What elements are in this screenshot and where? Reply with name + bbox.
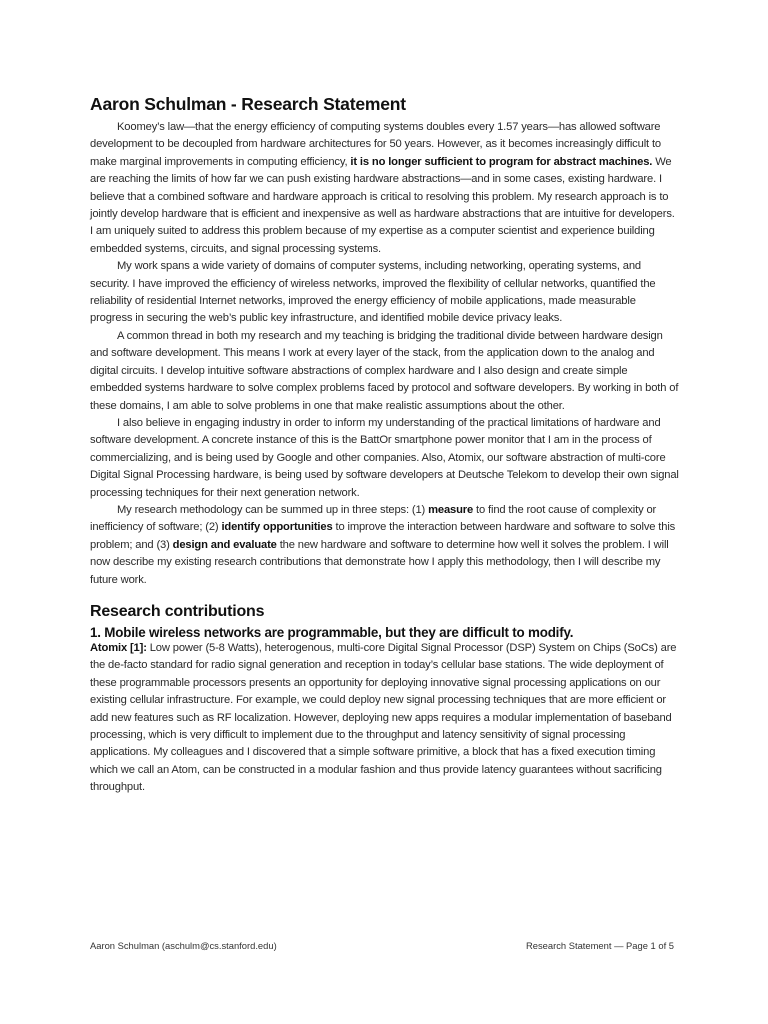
intro-paragraph-3: A common thread in both my research and my teaching is bridging the traditional divide between hardware design and software development. This means I work at every layer of the stack, from the application down to the analog and digital circuits. I develop intuitive software abstractions of complex hardware and I also design and create simple embedded systems hardware to solve complex problems faced by protocol and software developers. By working in both of these domains, I am able to solve problems in one that make realistic assumptions about the other. — [90, 329, 679, 412]
intro-paragraph-4: I also believe in engaging industry in order to inform my understanding of the practical limitations of hardware and software development. A concrete instance of this is the BattOr smartphone power monitor that I am in the process of commercializing, and is being used by Google and other companies. Also, Atomix, our software abstraction of multi-core Digital Signal Processing hardware, is being used by software developers at Deutsche Telekom to develop their own signal processing techniques for their next generation network. — [90, 416, 679, 499]
document-body — [90, 94, 680, 797]
page-title: Aaron Schulman - Research Statement — [90, 94, 406, 114]
methodology-text-1: My research methodology can be summed up in three steps: (1) — [117, 503, 429, 516]
page-footer — [90, 940, 674, 951]
methodology-text-4: the new hardware and software to determine how well it solves the problem. I will now describe my existing research contributions that demonstrate how I apply this methodology, then I will describe my future work. — [90, 538, 669, 586]
intro-paragraph-5 — [90, 502, 680, 589]
intro-paragraph-2: My work spans a wide variety of domains of computer systems, including networking, operating systems, and security. I have improved the efficiency of wireless networks, improved the flexibility of cellular networks, quantified the reliability of residential Internet networks, improved the energy efficiency of mobile applications, made measurable progress in securing the web’s public key infrastructure, and identified mobile device privacy leaks. — [90, 260, 656, 325]
atomix-text: Low power (5-8 Watts), heterogenous, multi-core Digital Signal Processor (DSP) System on Chips (SoCs) are the de-facto standard for radio signal generation and reception in today’s cellular base stations. The wide deployment of these programmable processors presents an opportunity for deploying innovative signal processing applications on our existing cellular infrastructure. For example, we could deploy new signal processing techniques that are more efficient or add new features such as RF localization. However, deploying new apps requires a modular implementation of baseband processing, which is very difficult to implement due to the throughput and latency sensitivity of signal processing applications. My colleagues and I discovered that a simple software primitive, a block that has a fixed execution timing which we call an Atom, can be constructed in a modular fashion and thus provide latency guarantees without sacrificing throughput. — [90, 641, 677, 794]
atomix-paragraph — [90, 640, 680, 797]
methodology-step-measure: measure — [428, 503, 474, 516]
footer-author: Aaron Schulman (aschulm@cs.stanford.edu) — [90, 940, 277, 951]
atomix-label: Atomix [1]: — [90, 641, 147, 654]
intro-paragraph-1 — [90, 119, 680, 258]
section-heading: Research contributions — [90, 602, 265, 620]
intro-p1-text-start: Koomey’s law—that the energy efficiency of computing systems doubles every 1.57 years—has allowed software development to be decoupled from hardware architectures for 50 years. However, as it becomes increasingly difficult to make marginal improvements in computing efficiency, — [90, 121, 661, 168]
methodology-step-identify: identify opportunities — [221, 521, 333, 534]
subsection-heading: 1. Mobile wireless networks are programmable, but they are difficult to modify. — [90, 624, 574, 640]
methodology-step-design: design and evaluate — [172, 538, 277, 551]
methodology-text-3: to improve the interaction between hardware and software to solve this problem; and (3) — [90, 521, 676, 551]
intro-p1-emphasis: it is no longer sufficient to program for abstract machines. — [350, 155, 653, 168]
intro-p1-text-end: We are reaching the limits of how far we can push existing hardware abstractions—and in some cases, existing hardware. I believe that a combined software and hardware approach is critical to resolving this problem. My research approach is to jointly develop hardware that is efficient and inexpensive as well as hardware abstractions that are intuitive for developers. I am uniquely suited to address this problem because of my expertise as a computer scientist and experience building embedded systems, circuits, and signal processing systems. — [90, 155, 675, 255]
methodology-text-2: to find the root cause of complexity or inefficiency of software; (2) — [90, 503, 657, 534]
footer-page-number: Research Statement — Page 1 of 5 — [526, 940, 674, 951]
